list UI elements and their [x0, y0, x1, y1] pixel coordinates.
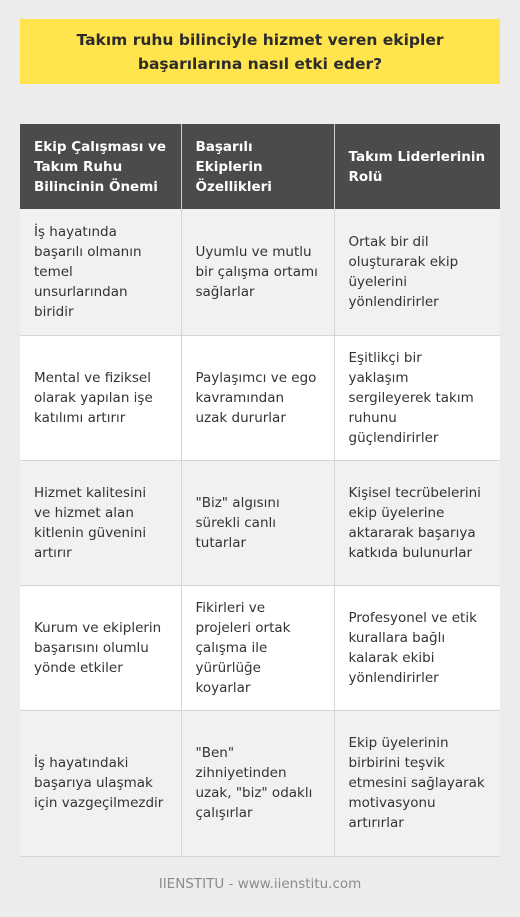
table-cell: Profesyonel ve etik kurallara bağlı kalarak ekibi yönlendirirler: [334, 585, 500, 710]
table-row: [20, 460, 500, 585]
table-cell: Paylaşımcı ve ego kavramından uzak dururlar: [181, 335, 334, 460]
comparison-table: [20, 124, 500, 857]
table-cell: "Ben" zihniyetinden uzak, "biz" odaklı çalışırlar: [181, 710, 334, 856]
page-title: Takım ruhu bilinciyle hizmet veren ekipler başarılarına nasıl etki eder?: [76, 30, 444, 73]
table-cell: "Biz" algısını sürekli canlı tutarlar: [181, 460, 334, 585]
table-cell: Ortak bir dil oluşturarak ekip üyelerini yönlendirirler: [334, 209, 500, 335]
table-row: [20, 335, 500, 460]
table-cell: Ekip üyelerinin birbirini teşvik etmesini sağlayarak motivasyonu artırırlar: [334, 710, 500, 856]
table-cell: İş hayatında başarılı olmanın temel unsurlarından biridir: [20, 209, 181, 335]
table-cell: Eşitlikçi bir yaklaşım sergileyerek takım ruhunu güçlendirirler: [334, 335, 500, 460]
column-header: Takım Liderlerinin Rolü: [334, 124, 500, 209]
table-cell: İş hayatındaki başarıya ulaşmak için vazgeçilmezdir: [20, 710, 181, 856]
table-row: [20, 585, 500, 710]
table-row: [20, 710, 500, 856]
table-cell: Kişisel tecrübelerini ekip üyelerine aktararak başarıya katkıda bulunurlar: [334, 460, 500, 585]
table-cell: Hizmet kalitesini ve hizmet alan kitlenin güvenini artırır: [20, 460, 181, 585]
table-header-row: [20, 124, 500, 209]
title-banner: [20, 19, 500, 84]
column-header: Ekip Çalışması ve Takım Ruhu Bilincinin Önemi: [20, 124, 181, 209]
table-cell: Uyumlu ve mutlu bir çalışma ortamı sağlarlar: [181, 209, 334, 335]
table-row: [20, 209, 500, 335]
column-header: Başarılı Ekiplerin Özellikleri: [181, 124, 334, 209]
table-cell: Fikirleri ve projeleri ortak çalışma ile yürürlüğe koyarlar: [181, 585, 334, 710]
table-cell: Mental ve fiziksel olarak yapılan işe katılımı artırır: [20, 335, 181, 460]
footer-credit: IIENSTITU - www.iienstitu.com: [158, 876, 362, 892]
table-cell: Kurum ve ekiplerin başarısını olumlu yönde etkiler: [20, 585, 181, 710]
